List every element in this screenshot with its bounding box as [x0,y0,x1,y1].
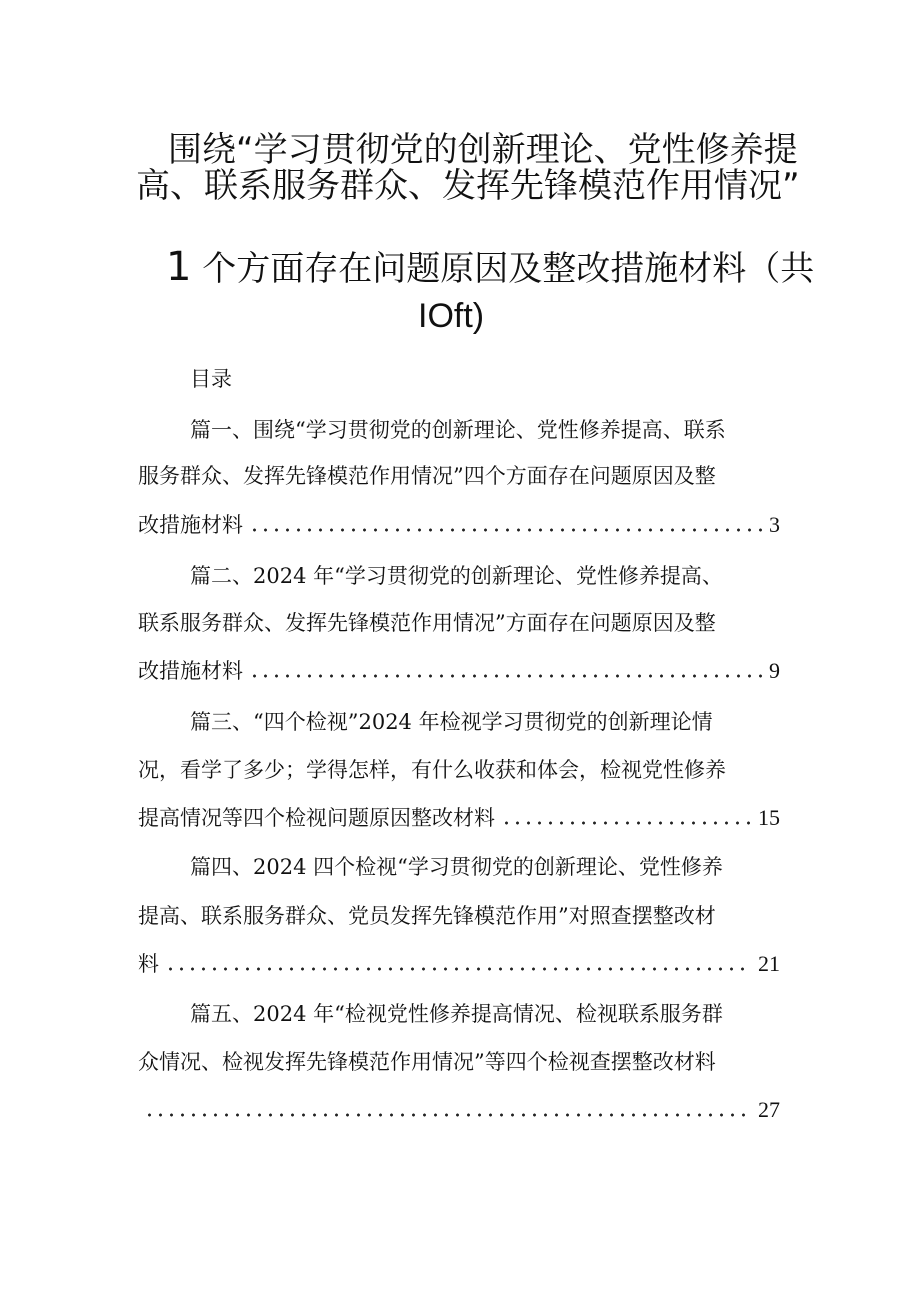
dot-leader [249,527,763,533]
toc-entry-2-leader[interactable] [138,657,780,685]
toc-entry-4-page: 21 [758,951,780,976]
toc-entry-1-page: 3 [769,512,780,537]
toc-entry-5-line-1: 篇五、2024 年“检视党性修养提高情况、检视联系服务群 [190,1002,723,1026]
toc-entry-4-last: 料 [138,952,159,976]
toc-entry-2-page: 9 [769,658,780,683]
title-line-1: 围绕“学习贯彻党的创新理论、党性修养提 [168,130,798,170]
title-line-2: 高、联系服务群众、发挥先锋模范作用情况” [136,166,800,206]
dot-leader [165,966,752,972]
toc-heading: 目录 [190,367,232,391]
toc-entry-1-line-2: 服务群众、发挥先锋模范作用情况”四个方面存在问题原因及整 [138,464,716,488]
dot-leader [249,673,763,679]
toc-entry-2-line-1: 篇二、2024 年“学习贯彻党的创新理论、党性修养提高、 [190,564,723,588]
dot-leader [144,1112,752,1118]
toc-entry-2-line-2: 联系服务群众、发挥先锋模范作用情况”方面存在问题原因及整 [138,611,716,635]
toc-entry-1-leader[interactable] [138,511,780,539]
title-line-3-text: 个方面存在问题原因及整改措施材料（共 [202,249,815,289]
toc-entry-1-last: 改措施材料 [138,513,243,537]
toc-entry-4-leader[interactable] [138,950,780,978]
toc-entry-3-last: 提高情况等四个检视问题原因整改材料 [138,806,495,830]
toc-entry-5-leader[interactable] [138,1096,780,1124]
toc-entry-3-line-1: 篇三、“四个检视”2024 年检视学习贯彻党的创新理论情 [190,710,713,734]
toc-entry-4-line-2: 提高、联系服务群众、党员发挥先锋模范作用”对照查摆整改材 [138,904,716,928]
toc-entry-5-line-2: 众情况、检视发挥先锋模范作用情况”等四个检视查摆整改材料 [138,1050,716,1074]
dot-leader [501,820,752,826]
toc-entry-3-line-2: 况，看学了多少；学得怎样，有什么收获和体会，检视党性修养 [138,758,726,782]
toc-entry-3-leader[interactable] [138,804,780,832]
title-line-4: IOft) [418,297,485,335]
title-number: 1 [166,244,192,290]
toc-entry-3-page: 15 [758,805,780,830]
toc-entry-2-last: 改措施材料 [138,659,243,683]
toc-entry-5-page: 27 [758,1097,780,1122]
title-line-3 [166,244,815,290]
toc-entry-1-line-1: 篇一、围绕“学习贯彻党的创新理论、党性修养提高、联系 [190,418,726,442]
toc-entry-4-line-1: 篇四、2024 四个检视“学习贯彻党的创新理论、党性修养 [190,855,723,879]
